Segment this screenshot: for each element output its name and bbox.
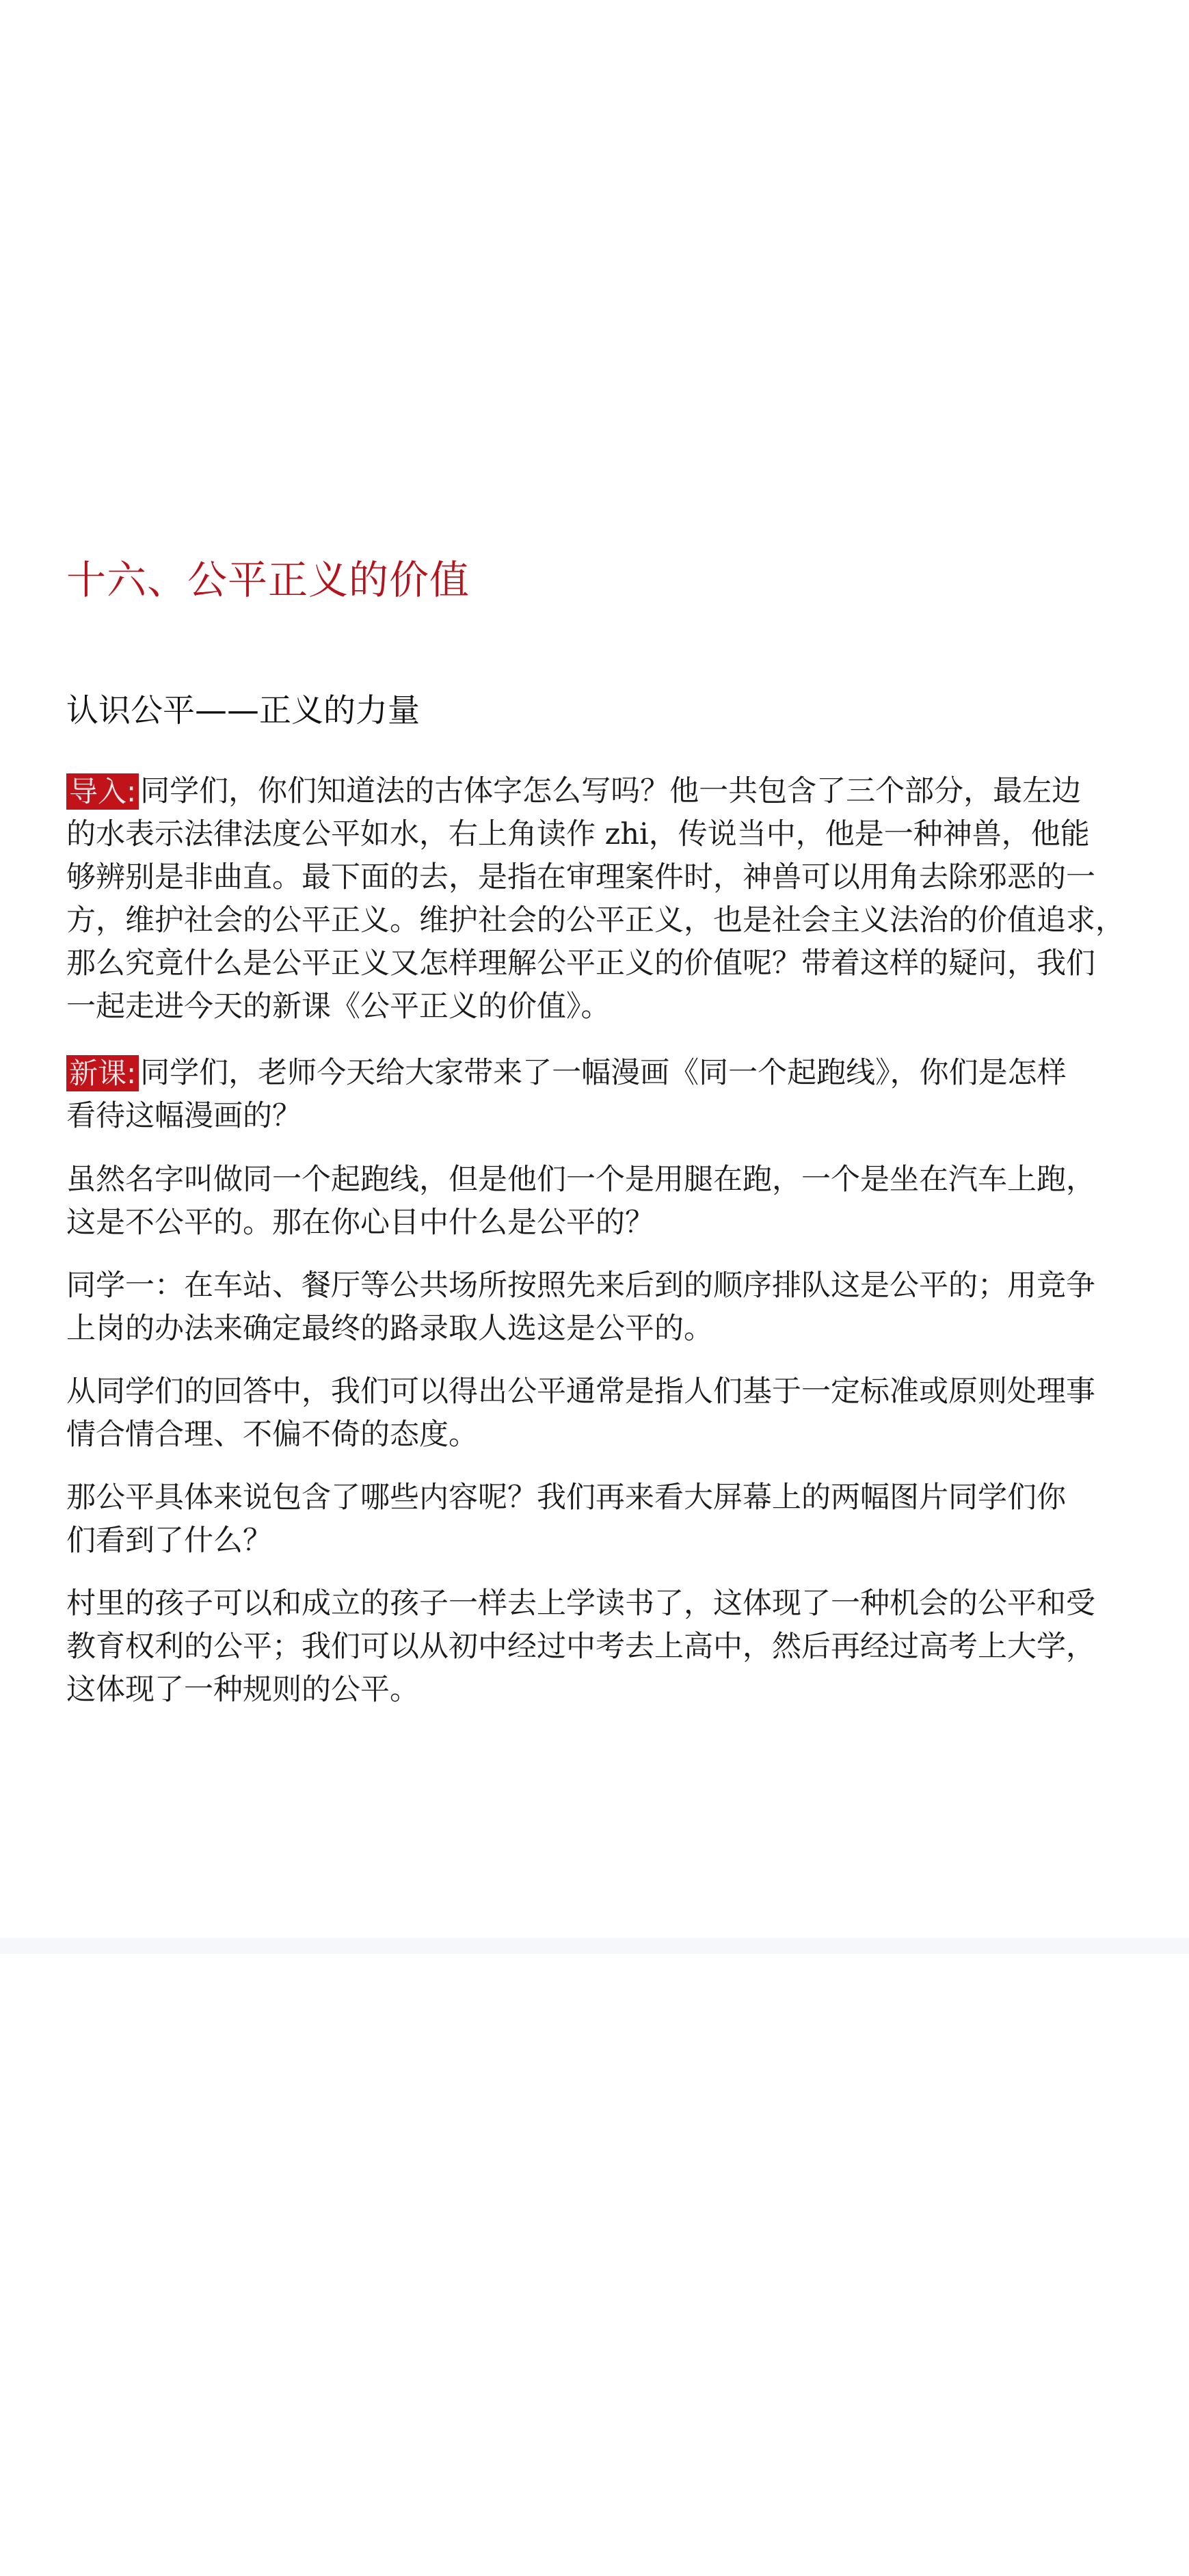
paragraph-line: 从同学们的回答中，我们可以得出公平通常是指人们基于一定标准或原则处理事 [66,1375,1095,1409]
paragraph-line: 村里的孩子可以和成立的孩子一样去上学读书了，这体现了一种机会的公平和受 [66,1586,1095,1621]
paragraph-line: 的水表示法律法度公平如水，右上角读作 zhi，传说当中，他是一种神兽，他能 [66,817,1090,851]
new-lesson-paragraph [66,1052,1188,1138]
paragraph-line: 同学一：在车站、餐厅等公共场所按照先来后到的顺序排队这是公平的；用竞争 [66,1269,1095,1303]
paragraph-line: 这是不公平的。那在你心目中什么是公平的？ [66,1206,654,1240]
paragraph-line: 这体现了一种规则的公平。 [66,1673,419,1707]
paragraph-line: 够辨别是非曲直。最下面的去，是指在审理案件时，神兽可以用角去除邪恶的一 [66,860,1095,894]
page-separator-band [0,1938,1189,1954]
body-paragraph [66,1582,1188,1712]
document-title: 十六、公平正义的价值 [66,557,470,603]
paragraph-line: 那么究竟什么是公平正义又怎样理解公平正义的价值呢？带着这样的疑问，我们 [66,946,1095,981]
paragraph-line: 一起走进今天的新课《公平正义的价值》。 [66,990,611,1024]
new-lesson-tag-label: 新课: [66,1055,139,1091]
paragraph-line: 虽然名字叫做同一个起跑线，但是他们一个是用腿在跑，一个是坐在汽车上跑， [66,1163,1095,1197]
paragraph-line: 们看到了什么？ [66,1524,272,1558]
paragraph-text: 同学们，你们知道法的古体字怎么写吗？他一共包含了三个部分，最左边 [140,774,1082,808]
paragraph-line: 情合情合理、不偏不倚的态度。 [66,1418,478,1452]
paragraph-line: 教育权利的公平；我们可以从初中经过中考去上高中，然后再经过高考上大学， [66,1630,1095,1664]
paragraph-line: 那公平具体来说包含了哪些内容呢？我们再来看大屏幕上的两幅图片同学们你 [66,1480,1066,1515]
intro-paragraph [66,770,1188,1028]
body-paragraph [66,1158,1188,1245]
body-paragraph [66,1476,1188,1563]
body-paragraph [66,1264,1188,1351]
paragraph-text: 同学们，老师今天给大家带来了一幅漫画《同一个起跑线》，你们是怎样 [140,1056,1067,1090]
paragraph-line: 上岗的办法来确定最终的路录取人选这是公平的。 [66,1312,713,1346]
paragraph-line [66,770,1188,813]
body-paragraph [66,1370,1188,1457]
paragraph-line: 方，维护社会的公平正义。维护社会的公平正义，也是社会主义法治的价值追求， [66,903,1125,938]
section-subtitle: 认识公平——正义的力量 [66,692,420,730]
paragraph-line [66,1052,1188,1095]
paragraph-line: 看待这幅漫画的？ [66,1099,302,1133]
intro-tag-label: 导入: [66,773,139,810]
